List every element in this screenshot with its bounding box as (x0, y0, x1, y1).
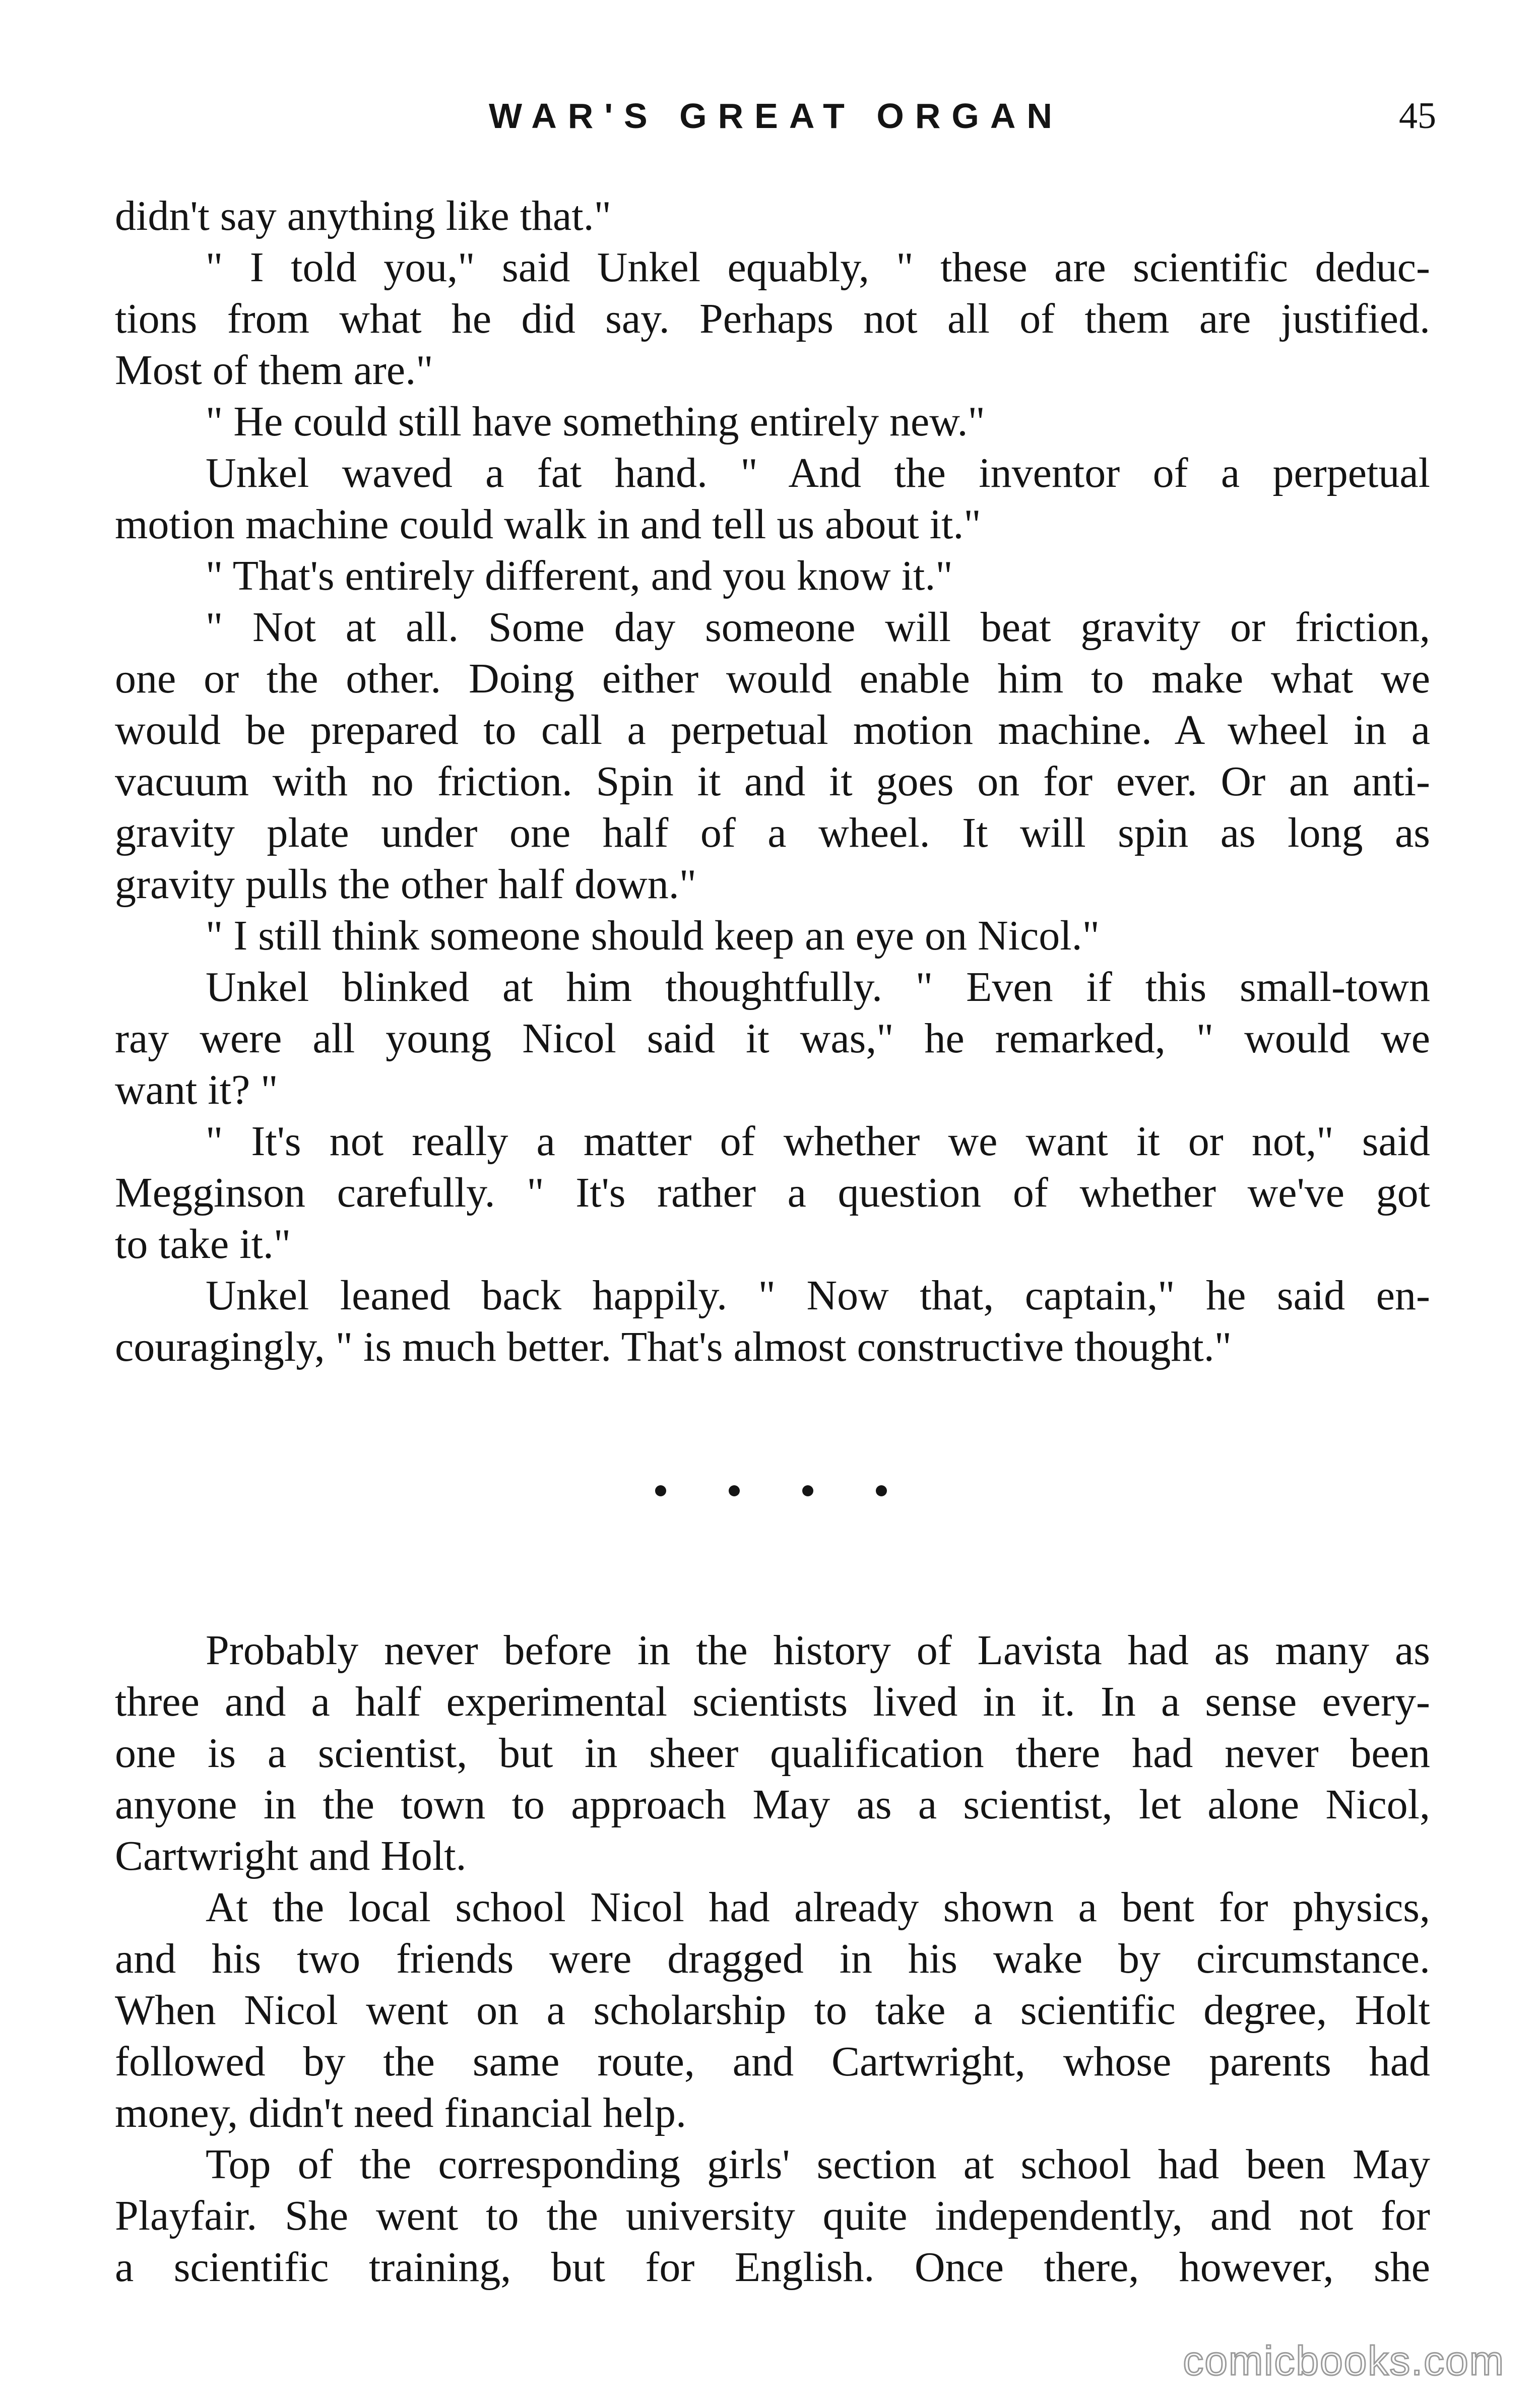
text-line: motion machine could walk in and tell us about it." (115, 501, 981, 548)
text-line: At the local school Nicol had already shown a bent for physics, (206, 1884, 1430, 1931)
text-line: When Nicol went on a scholarship to take a scientific degree, Holt (115, 1987, 1430, 2034)
text-line: Unkel leaned back happily. " Now that, captain," he said en- (206, 1272, 1430, 1319)
text-line: a scientific training, but for English. Once there, however, she (115, 2244, 1430, 2291)
text-line: " It's not really a matter of whether we want it or not," said (206, 1118, 1430, 1165)
text-line: tions from what he did say. Perhaps not all of them are justified. (115, 295, 1430, 342)
section-break-dot (876, 1485, 887, 1496)
text-line: Playfair. She went to the university quite independently, and not for (115, 2192, 1430, 2239)
page-number: 45 (1399, 95, 1436, 137)
text-line: Unkel waved a fat hand. " And the inventor of a perpetual (206, 450, 1430, 496)
section-break-dot (655, 1485, 666, 1496)
text-line: gravity plate under one half of a wheel. It will spin as long as (115, 809, 1430, 856)
text-line: three and a half experimental scientists lived in it. In a sense every- (115, 1678, 1430, 1725)
text-line: " Not at all. Some day someone will beat gravity or friction, (206, 604, 1430, 651)
text-line: one is a scientist, but in sheer qualification there had never been (115, 1730, 1430, 1777)
text-line: Unkel blinked at him thoughtfully. " Even if this small-town (206, 964, 1430, 1010)
text-line: want it? " (115, 1066, 278, 1113)
text-section-2 (115, 1625, 1430, 2293)
text-line: and his two friends were dragged in his wake by circumstance. (115, 1935, 1430, 1982)
text-line: followed by the same route, and Cartwright, whose parents had (115, 2038, 1430, 2085)
text-line: vacuum with no friction. Spin it and it goes on for ever. Or an anti- (115, 758, 1430, 805)
text-line: one or the other. Doing either would enable him to make what we (115, 655, 1430, 702)
text-line: couragingly, " is much better. That's almost constructive thought." (115, 1323, 1232, 1370)
text-line: ray were all young Nicol said it was," he remarked, " would we (115, 1015, 1430, 1062)
watermark: comicbooks.com (1183, 2338, 1505, 2384)
text-line: Cartwright and Holt. (115, 1832, 467, 1879)
text-line: money, didn't need financial help. (115, 2090, 686, 2136)
text-line: Probably never before in the history of Lavista had as many as (206, 1627, 1430, 1674)
text-line: " That's entirely different, and you know it." (206, 552, 953, 599)
text-line: Top of the corresponding girls' section at school had been May (206, 2141, 1430, 2188)
text-section-1 (115, 191, 1430, 1373)
section-break-dot (802, 1485, 813, 1496)
section-break-dot (729, 1485, 740, 1496)
text-line: Megginson carefully. " It's rather a question of whether we've got (115, 1169, 1430, 1216)
text-line: " He could still have something entirely new." (206, 398, 985, 445)
text-line: " I told you," said Unkel equably, " these are scientific deduc- (206, 244, 1430, 291)
text-line: didn't say anything like that." (115, 193, 611, 239)
text-line: would be prepared to call a perpetual motion machine. A wheel in a (115, 707, 1430, 753)
section-break (655, 1476, 887, 1506)
text-line: anyone in the town to approach May as a scientist, let alone Nicol, (115, 1781, 1430, 1828)
text-line: gravity pulls the other half down." (115, 861, 697, 908)
text-line: " I still think someone should keep an eye on Nicol." (206, 912, 1100, 959)
running-header (116, 86, 1436, 146)
running-title: WAR'S GREAT ORGAN (489, 96, 1063, 136)
text-line: to take it." (115, 1221, 291, 1268)
text-line: Most of them are." (115, 347, 433, 394)
